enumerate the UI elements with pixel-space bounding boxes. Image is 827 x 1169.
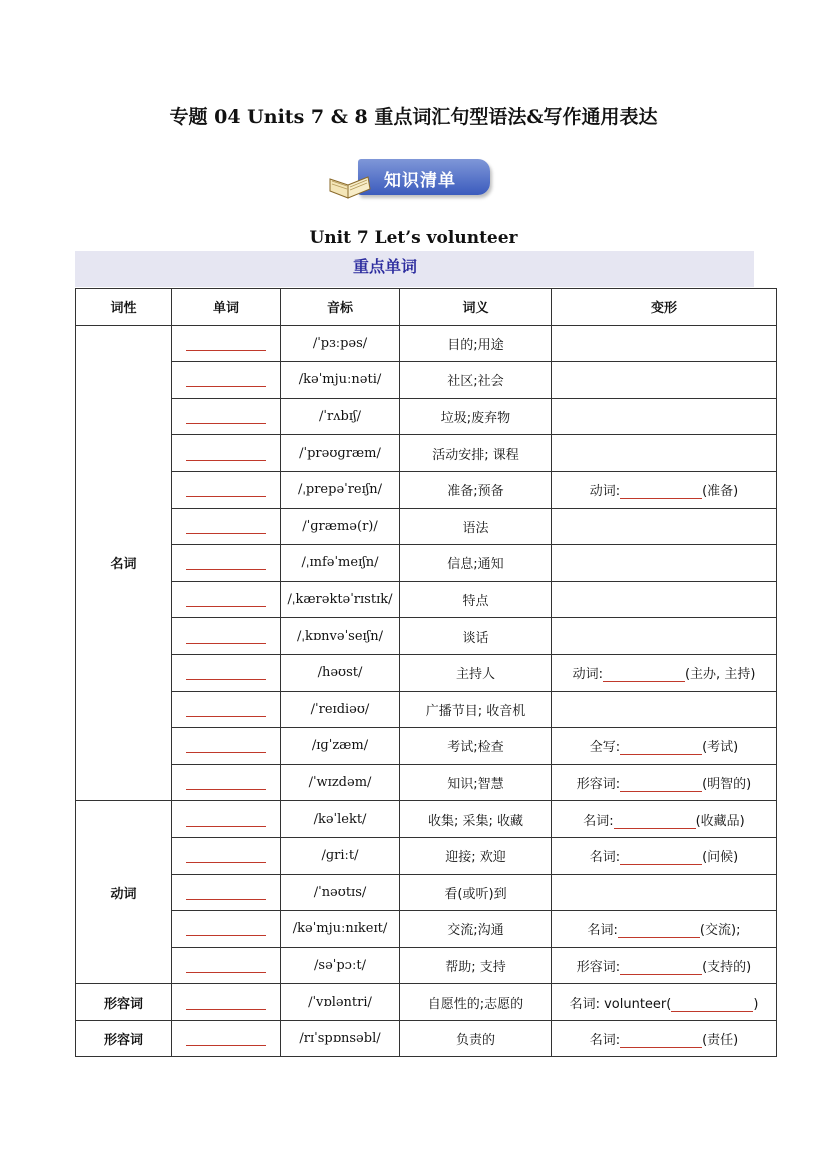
table-row: [76, 911, 777, 948]
meaning-cell: 收集; 采集; 收藏: [400, 801, 552, 838]
word-blank[interactable]: [186, 372, 266, 387]
form-cell: [552, 1020, 777, 1057]
meaning-cell: 谈话: [400, 618, 552, 655]
phonetic-cell: /həʊst/: [281, 654, 400, 691]
phonetic-cell: /kəˈlekt/: [281, 801, 400, 838]
phonetic-cell: /ˌɪnfəˈmeɪʃn/: [281, 545, 400, 582]
word-blank[interactable]: [186, 409, 266, 424]
word-cell: [172, 435, 281, 472]
word-blank[interactable]: [186, 1031, 266, 1046]
form-blank[interactable]: [603, 667, 685, 682]
form-prefix: 名词:: [589, 850, 621, 866]
word-cell: [172, 545, 281, 582]
phonetic-cell: /ˈpɜːpəs/: [281, 325, 400, 362]
form-blank[interactable]: [620, 484, 702, 499]
form-cell: [552, 911, 777, 948]
form-cell: [552, 984, 777, 1021]
table-row: [76, 1020, 777, 1057]
section-label: 重点单词: [352, 257, 417, 276]
word-blank[interactable]: [186, 519, 266, 534]
form-blank[interactable]: [614, 814, 696, 829]
section-band: [75, 251, 754, 287]
word-blank[interactable]: [186, 702, 266, 717]
word-blank[interactable]: [186, 848, 266, 863]
word-blank[interactable]: [186, 629, 266, 644]
form-blank[interactable]: [620, 1033, 702, 1048]
form-prefix: 形容词:: [576, 959, 621, 975]
form-prefix: 动词:: [572, 667, 603, 683]
form-suffix: ): [753, 996, 759, 1012]
meaning-cell: 知识;智慧: [400, 764, 552, 801]
header-meaning: 词义: [400, 289, 552, 326]
word-cell: [172, 508, 281, 545]
meaning-cell: 迎接; 欢迎: [400, 837, 552, 874]
word-cell: [172, 325, 281, 362]
form-blank[interactable]: [620, 777, 702, 792]
phonetic-cell: /ˈɡræmə(r)/: [281, 508, 400, 545]
word-cell: [172, 874, 281, 911]
form-suffix: (主办, 主持): [684, 667, 756, 683]
meaning-cell: 垃圾;废弃物: [400, 398, 552, 435]
form-suffix: (支持的): [702, 959, 752, 975]
form-cell: [552, 398, 777, 435]
phonetic-cell: /ˌkɒnvəˈseɪʃn/: [281, 618, 400, 655]
phonetic-cell: /ˈwɪzdəm/: [281, 764, 400, 801]
form-cell: [552, 618, 777, 655]
word-blank[interactable]: [186, 738, 266, 753]
meaning-cell: 帮助; 支持: [400, 947, 552, 984]
table-row: [76, 471, 777, 508]
form-blank[interactable]: [618, 923, 700, 938]
meaning-cell: 准备;预备: [400, 471, 552, 508]
form-cell: [552, 508, 777, 545]
form-blank[interactable]: [671, 997, 753, 1012]
word-blank[interactable]: [186, 958, 266, 973]
word-blank[interactable]: [186, 446, 266, 461]
vocabulary-table: [75, 288, 777, 1057]
table-row: [76, 728, 777, 765]
meaning-cell: 活动安排; 课程: [400, 435, 552, 472]
word-blank[interactable]: [186, 885, 266, 900]
header-form: 变形: [552, 289, 777, 326]
knowledge-list-badge: [328, 155, 494, 203]
meaning-cell: 看(或听)到: [400, 874, 552, 911]
form-cell: [552, 654, 777, 691]
word-blank[interactable]: [186, 336, 266, 351]
phonetic-cell: /ˌprepəˈreɪʃn/: [281, 471, 400, 508]
word-cell: [172, 691, 281, 728]
table-row: [76, 618, 777, 655]
word-blank[interactable]: [186, 812, 266, 827]
form-prefix: 动词:: [589, 484, 621, 500]
phonetic-cell: /ɡriːt/: [281, 837, 400, 874]
phonetic-cell: /səˈpɔːt/: [281, 947, 400, 984]
part-of-speech-cell: 形容词: [76, 1020, 172, 1057]
table-row: [76, 581, 777, 618]
word-cell: [172, 947, 281, 984]
phonetic-cell: /ɪɡˈzæm/: [281, 728, 400, 765]
word-cell: [172, 911, 281, 948]
form-prefix: 名词: volunteer(: [569, 996, 672, 1012]
table-row: [76, 654, 777, 691]
form-cell: [552, 874, 777, 911]
table-row: [76, 545, 777, 582]
form-suffix: (考试): [702, 740, 739, 756]
meaning-cell: 主持人: [400, 654, 552, 691]
phonetic-cell: /ˌkærəktəˈrɪstɪk/: [281, 581, 400, 618]
word-cell: [172, 728, 281, 765]
form-suffix: (收藏品): [695, 813, 745, 829]
phonetic-cell: /kəˈmjuːnɪkeɪt/: [281, 911, 400, 948]
unit-title: Unit 7 Let’s volunteer: [309, 228, 518, 248]
table-row: [76, 801, 777, 838]
table-row: [76, 837, 777, 874]
meaning-cell: 社区;社会: [400, 362, 552, 399]
meaning-cell: 特点: [400, 581, 552, 618]
word-blank[interactable]: [186, 592, 266, 607]
phonetic-cell: /rɪˈspɒnsəbl/: [281, 1020, 400, 1057]
part-of-speech-cell: 动词: [76, 801, 172, 984]
word-cell: [172, 398, 281, 435]
word-blank[interactable]: [186, 921, 266, 936]
word-cell: [172, 362, 281, 399]
form-suffix: (明智的): [702, 777, 752, 793]
form-suffix: (准备): [702, 484, 739, 500]
table-row: [76, 325, 777, 362]
meaning-cell: 信息;通知: [400, 545, 552, 582]
form-cell: [552, 801, 777, 838]
form-suffix: (责任): [702, 1033, 739, 1049]
table-row: [76, 984, 777, 1021]
form-blank[interactable]: [620, 850, 702, 865]
phonetic-cell: /ˈvɒləntri/: [281, 984, 400, 1021]
word-blank[interactable]: [186, 665, 266, 680]
form-cell: [552, 362, 777, 399]
table-row: [76, 398, 777, 435]
table-body: [76, 325, 777, 1057]
badge-label: 知识清单: [384, 171, 456, 191]
form-prefix: 名词:: [589, 1033, 621, 1049]
form-blank[interactable]: [620, 740, 702, 755]
table-row: [76, 764, 777, 801]
meaning-cell: 目的;用途: [400, 325, 552, 362]
phonetic-cell: /ˈreɪdiəʊ/: [281, 691, 400, 728]
form-suffix: (交流);: [699, 923, 741, 939]
form-cell: [552, 837, 777, 874]
table-row: [76, 874, 777, 911]
word-cell: [172, 801, 281, 838]
word-cell: [172, 1020, 281, 1057]
phonetic-cell: /ˈrʌbɪʃ/: [281, 398, 400, 435]
form-cell: [552, 325, 777, 362]
meaning-cell: 负责的: [400, 1020, 552, 1057]
header-word: 单词: [172, 289, 281, 326]
form-cell: [552, 581, 777, 618]
form-cell: [552, 947, 777, 984]
meaning-cell: 考试;检查: [400, 728, 552, 765]
table-header-row: [76, 289, 777, 326]
form-cell: [552, 545, 777, 582]
word-cell: [172, 471, 281, 508]
part-of-speech-cell: 名词: [76, 325, 172, 801]
form-prefix: 名词:: [587, 923, 618, 939]
open-book-icon: [328, 169, 372, 199]
form-cell: [552, 471, 777, 508]
word-blank[interactable]: [186, 482, 266, 497]
form-blank[interactable]: [620, 960, 702, 975]
word-blank[interactable]: [186, 555, 266, 570]
form-cell: [552, 691, 777, 728]
word-cell: [172, 654, 281, 691]
word-blank[interactable]: [186, 995, 266, 1010]
phonetic-cell: /ˈprəʊɡræm/: [281, 435, 400, 472]
word-cell: [172, 764, 281, 801]
table-row: [76, 508, 777, 545]
badge-tag: [358, 159, 490, 195]
phonetic-cell: /kəˈmjuːnəti/: [281, 362, 400, 399]
table-row: [76, 691, 777, 728]
form-prefix: 全写:: [589, 740, 621, 756]
form-cell: [552, 728, 777, 765]
form-cell: [552, 764, 777, 801]
word-cell: [172, 837, 281, 874]
header-pos: 词性: [76, 289, 172, 326]
table-row: [76, 362, 777, 399]
phonetic-cell: /ˈnəʊtɪs/: [281, 874, 400, 911]
header-phonetic: 音标: [281, 289, 400, 326]
table-row: [76, 435, 777, 472]
meaning-cell: 语法: [400, 508, 552, 545]
meaning-cell: 自愿性的;志愿的: [400, 984, 552, 1021]
form-prefix: 名词:: [583, 813, 614, 829]
word-blank[interactable]: [186, 775, 266, 790]
document-title: 专题 04 Units 7 & 8 重点词汇句型语法&写作通用表达: [169, 106, 658, 128]
table-row: [76, 947, 777, 984]
meaning-cell: 广播节目; 收音机: [400, 691, 552, 728]
word-cell: [172, 581, 281, 618]
word-cell: [172, 618, 281, 655]
part-of-speech-cell: 形容词: [76, 984, 172, 1021]
form-cell: [552, 435, 777, 472]
meaning-cell: 交流;沟通: [400, 911, 552, 948]
word-cell: [172, 984, 281, 1021]
form-suffix: (问候): [702, 850, 739, 866]
form-prefix: 形容词:: [576, 777, 621, 793]
